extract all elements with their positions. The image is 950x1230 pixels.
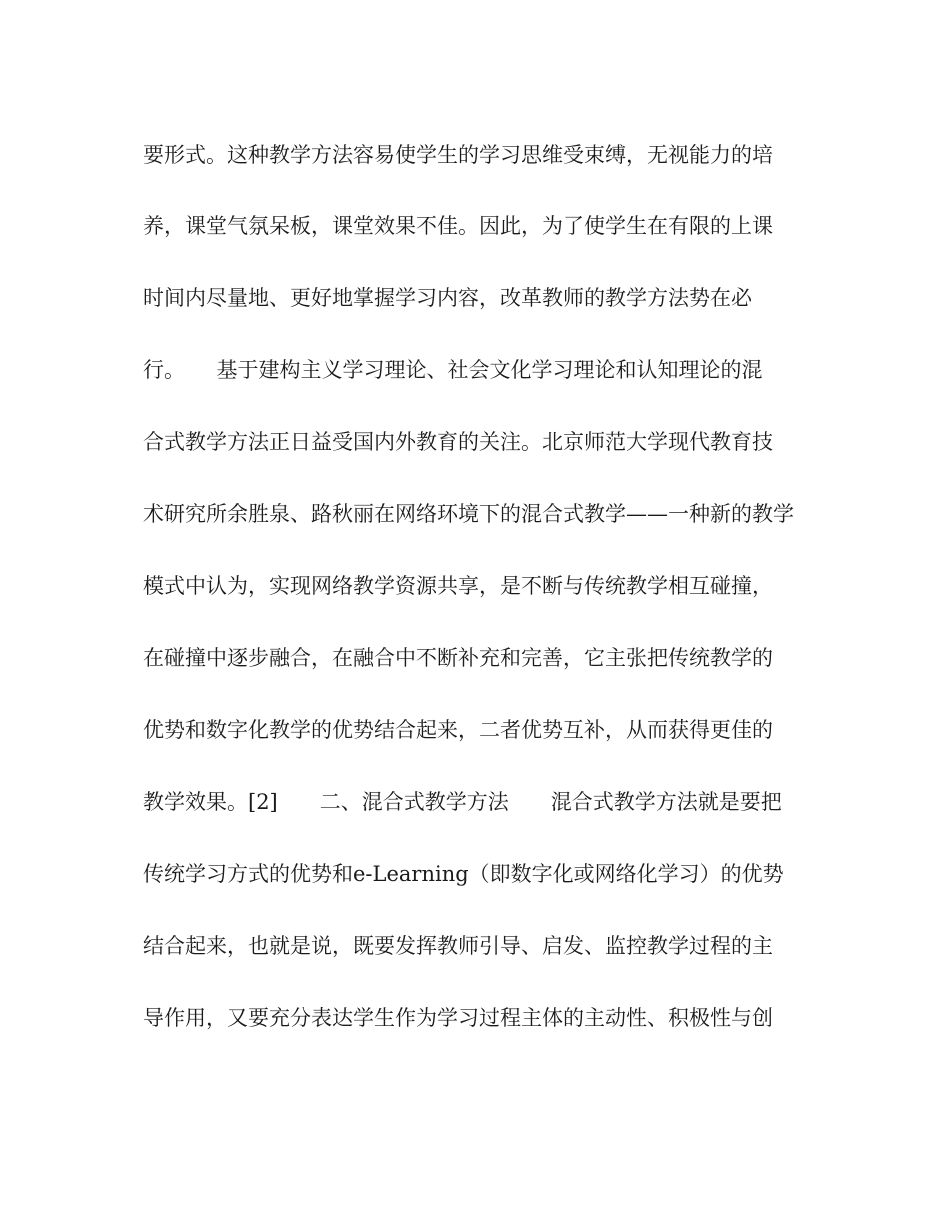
text-line-4: 行。 基于建构主义学习理论、社会文化学习理论和认知理论的混 [143,358,763,382]
text-line-6: 术研究所余胜泉、路秋丽在网络环境下的混合式教学——一种新的教学 [143,502,794,526]
text-line-9: 优势和数字化教学的优势结合起来，二者优势互补，从而获得更佳的 [143,718,773,742]
text-line-3: 时间内尽量地、更好地掌握学习内容，改革教师的教学方法势在必 [143,286,752,310]
text-line-7: 模式中认为，实现网络教学资源共享，是不断与传统教学相互碰撞， [143,574,773,598]
text-line-12: 结合起来，也就是说，既要发挥教师引导、启发、监控教学过程的主 [143,934,773,958]
text-line-1: 要形式。这种教学方法容易使学生的学习思维受束缚，无视能力的培 [143,143,773,167]
text-line-11: 传统学习方式的优势和e-Learning（即数字化或网络化学习）的优势 [143,862,784,886]
text-line-5: 合式教学方法正日益受国内外教育的关注。北京师范大学现代教育技 [143,430,773,454]
text-line-10: 教学效果。[2] 二、混合式教学方法 混合式教学方法就是要把 [143,790,782,814]
text-line-13: 导作用，又要充分表达学生作为学习过程主体的主动性、积极性与创 [143,1006,773,1030]
text-line-8: 在碰撞中逐步融合，在融合中不断补充和完善，它主张把传统教学的 [143,646,773,670]
text-line-2: 养，课堂气氛呆板，课堂效果不佳。因此，为了使学生在有限的上课 [143,214,773,238]
